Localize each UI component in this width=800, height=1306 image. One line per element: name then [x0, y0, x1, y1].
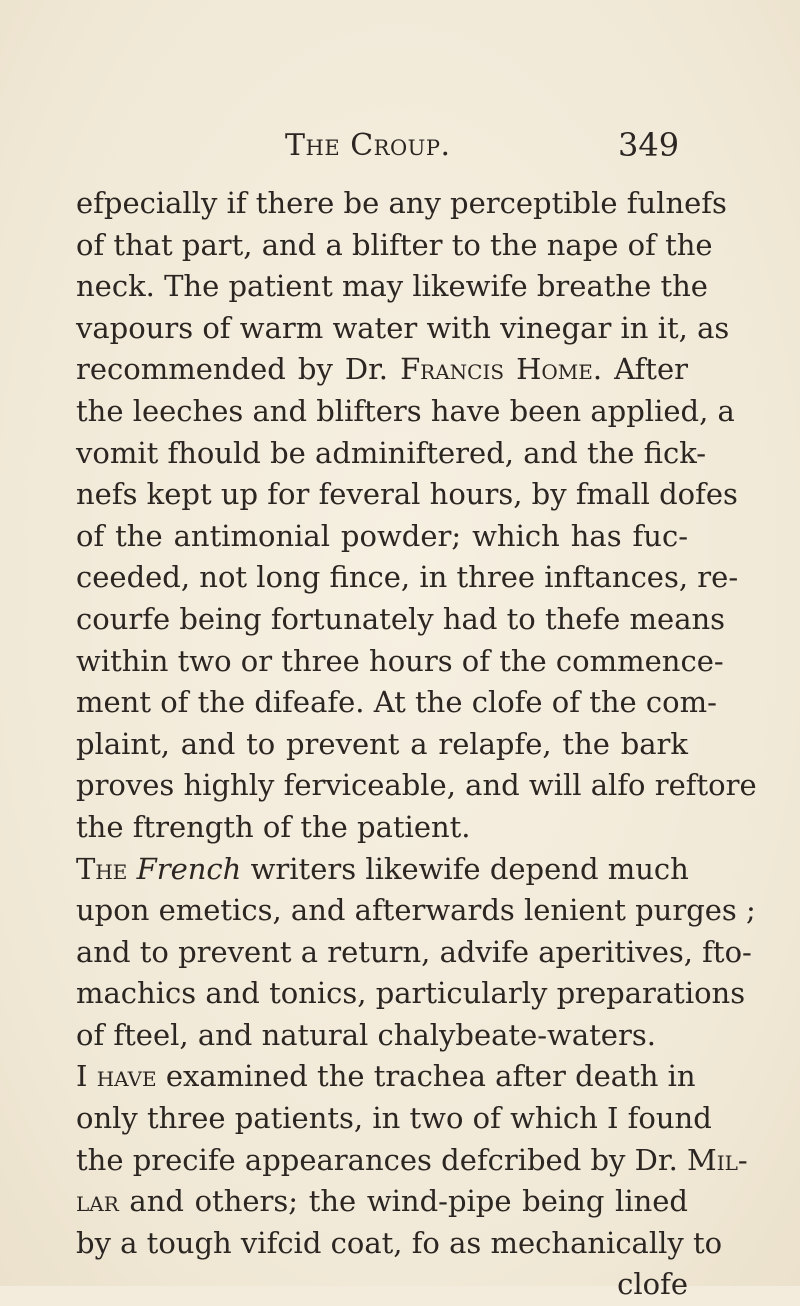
text-line: I have examined the trachea after death in	[76, 1059, 696, 1094]
text-line: and to prevent a return, advife aperitives, fto-	[76, 934, 752, 969]
catchword: clofe	[617, 1267, 688, 1302]
text-line: by a tough vifcid coat, fo as mechanically to	[76, 1225, 723, 1260]
text-line: the ftrength of the patient.	[76, 809, 471, 844]
page-number: 349	[618, 126, 680, 164]
author-name: lar	[76, 1184, 119, 1219]
text-line: vomit fhould be adminiftered, and the fick-	[76, 435, 707, 470]
text-line: the precife appearances defcribed by Dr. Mil-	[76, 1142, 748, 1177]
text-line: vapours of warm water with vinegar in it, as	[76, 310, 730, 345]
author-name: Francis Home	[400, 352, 593, 387]
text-line: nefs kept up for feveral hours, by fmall dofes	[76, 477, 738, 512]
text-line: ment of the difeafe. At the clofe of the com-	[76, 685, 717, 720]
text-line: of fteel, and natural chalybeate-waters.	[76, 1017, 656, 1052]
text-line: of the antimonial powder; which has fuc-	[76, 518, 688, 553]
text-line: recommended by Dr. Francis Home. After	[76, 352, 688, 387]
text-line: lar and others; the wind-pipe being lined	[76, 1184, 688, 1219]
author-name: Mil-	[687, 1142, 748, 1177]
text-line: proves highly ferviceable, and will alfo reftore	[76, 768, 757, 803]
text-line: The French writers likewife depend much	[76, 851, 689, 886]
text-line: neck. The patient may likewife breathe the	[76, 269, 708, 304]
text-line: machics and tonics, particularly preparations	[76, 976, 746, 1011]
body-text	[76, 183, 757, 1306]
text-line: upon emetics, and afterwards lenient purges ;	[76, 893, 756, 928]
running-title: The Croup.	[285, 128, 451, 163]
text-line: within two or three hours of the commence-	[76, 643, 724, 678]
text-line: plaint, and to prevent a relapfe, the bark	[76, 726, 688, 761]
text-line: courfe being fortunately had to thefe means	[76, 601, 726, 636]
text-line: the leeches and blifters have been applied, a	[76, 393, 735, 428]
italic-word: French	[136, 851, 242, 886]
text-line: only three patients, in two of which I found	[76, 1101, 712, 1136]
page-header	[0, 118, 800, 168]
text-line: of that part, and a blifter to the nape of the	[76, 227, 713, 262]
text-line: ceeded, not long fince, in three inftances, re-	[76, 560, 739, 595]
text-line: efpecially if there be any perceptible fulnefs	[76, 186, 727, 220]
